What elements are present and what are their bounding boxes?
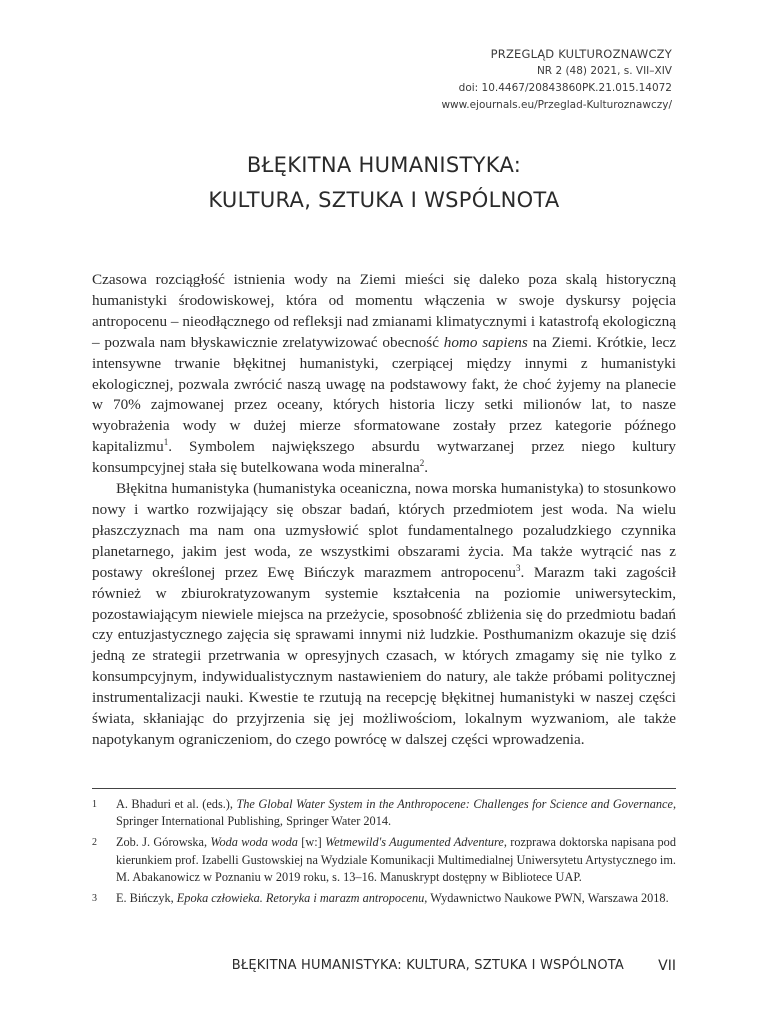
footnote-ref-1[interactable]: 1 (163, 437, 169, 448)
text-run: , Wydawnictwo Naukowe PWN, Warszawa 2018. (424, 891, 669, 906)
text-run: , rozprawa doktorska napisana pod kierunkiem prof. Izabelli Gustowskiej na Wydziale Komunikacji Multimedialnej Uniwersytetu Artystycznego im. M. Abakanowicz w Poznaniu w 2019 roku, s. 13–16. Manuskrypt dostępny w Bibliotece UAP. (116, 835, 676, 884)
footnote-ref-3[interactable]: 3 (516, 562, 521, 573)
footnote-ref-2[interactable]: 2 (419, 458, 425, 469)
journal-header (441, 46, 672, 114)
text-run: A. Bhaduri et al. (eds.), (116, 797, 237, 811)
article-body (92, 270, 676, 751)
footnote-3 (92, 890, 676, 907)
text-run: . Symbolem największego absurdu wytwarzanej przez niego kultury konsumpcyjnej stała się butelkowana woda mineralna (92, 438, 676, 477)
italic-title: Wetmewild's Augumented Adventure (325, 835, 504, 850)
footnote-divider (92, 788, 676, 789)
title-line-2: KULTURA, SZTUKA I WSPÓLNOTA (208, 188, 560, 212)
footnote-2 (92, 834, 676, 886)
text-run: Czasowa rozciągłość istnienia wody na Ziemi mieści się daleko poza skalą historyczną humanistyki środowiskowej, która od momentu włączenia w swoje dyskursy pojęcia antropocenu – nieodłącznego od refleksji nad zmianami klimatycznymi i katastrofą ekologiczną – pozwala nam błyskawicznie zrelatywizować obecność (92, 271, 676, 351)
footnote-number: 1 (92, 799, 97, 810)
text-run: , Springer International Publishing, Springer Water 2014. (116, 797, 677, 829)
text-run: Błękitna humanistyka (humanistyka oceaniczna, nowa morska humanistyka) to stosunkowo nowy i wartko rozwijający się obszar badań, których przedmiotem jest woda. Na wielu płaszczyznach ma nam ona uzmysłowić splot fundamentalnego pozaludzkiego czynnika planetarnego, jakim jest woda, ze wszystkimi obszarami życia. Ma także wytrącić nas z postawy określonej przez Ewę Bińczyk marazmem antropocenu (92, 480, 676, 581)
text-run: . Marazm taki zagościł również w zbiurokratyzowanym systemie kształcenia na poziomie uniwersyteckim, pozostawiającym niewiele miejsca na przeżycie, sposobność zbliżenia się do przedmiotu badań czy entuzjastycznego zajęcia się sprawami innymi niż ludzkie. Posthumanizm okazuje się dziś jedną ze strategii przetrwania w opresyjnych czasach, w których zmagamy się nie tylko z konsumpcyjnym, indywidualistycznym nastawieniem do natury, ale także próbami politycznej instrumentalizacji nauki. Kwestie te rzutują na recepcję błękitnej humanistyki w naszej części świata, skłaniając do przyjrzenia się jej możliwościom, lokalnym wyzwaniom, ale także napotykanym ograniczeniom, do czego powrócę w dalszej części wprowadzenia. (92, 563, 676, 748)
text-run: na Ziemi. Krótkie, lecz intensywne trwanie błękitnej humanistyki, czerpiącej między innymi z humanistyki ekologicznej, pozwala zwrócić naszą uwagę na podstawowy fakt, że choć żyjemy na planecie w 70% zajmowanej przez oceany, których historia liczy setki milionów lat, to nasze wyobrażenia wody w dużej mierze sformatowane zostały przez kategorie późnego kapitalizmu (92, 333, 676, 456)
running-title: BŁĘKITNA HUMANISTYKA: KULTURA, SZTUKA I WSPÓLNOTA (231, 958, 624, 973)
journal-url[interactable]: www.ejournals.eu/Przeglad-Kulturoznawczy/ (441, 99, 672, 111)
italic-title: The Global Water System in the Anthropocene: Challenges for Science and Governance (236, 797, 673, 811)
title-line-1: BŁĘKITNA HUMANISTYKA: (246, 153, 522, 177)
footnote-1 (92, 796, 676, 830)
issue-info: NR 2 (48) 2021, s. VII–XIV (536, 65, 672, 77)
footnotes (92, 796, 676, 911)
text-run: E. Bińczyk, (116, 891, 177, 906)
doi: doi: 10.4467/20843860PK.21.015.14072 (458, 82, 672, 94)
paragraph-2 (92, 479, 676, 751)
text-run: [w:] (297, 835, 326, 850)
text-run: . (424, 459, 428, 477)
article-title (0, 148, 768, 218)
text-run: Zob. J. Górowska, (116, 835, 211, 850)
page-number: VII (658, 958, 676, 974)
footnote-number: 2 (92, 837, 97, 849)
journal-name: PRZEGLĄD KULTUROZNAWCZY (490, 47, 672, 61)
italic-title: Woda woda woda (210, 835, 298, 850)
footnote-number: 3 (92, 893, 97, 905)
paragraph-1 (92, 270, 676, 479)
italic-term: homo sapiens (443, 333, 528, 351)
italic-title: Epoka człowieka. Retoryka i marazm antropocenu (176, 891, 425, 906)
